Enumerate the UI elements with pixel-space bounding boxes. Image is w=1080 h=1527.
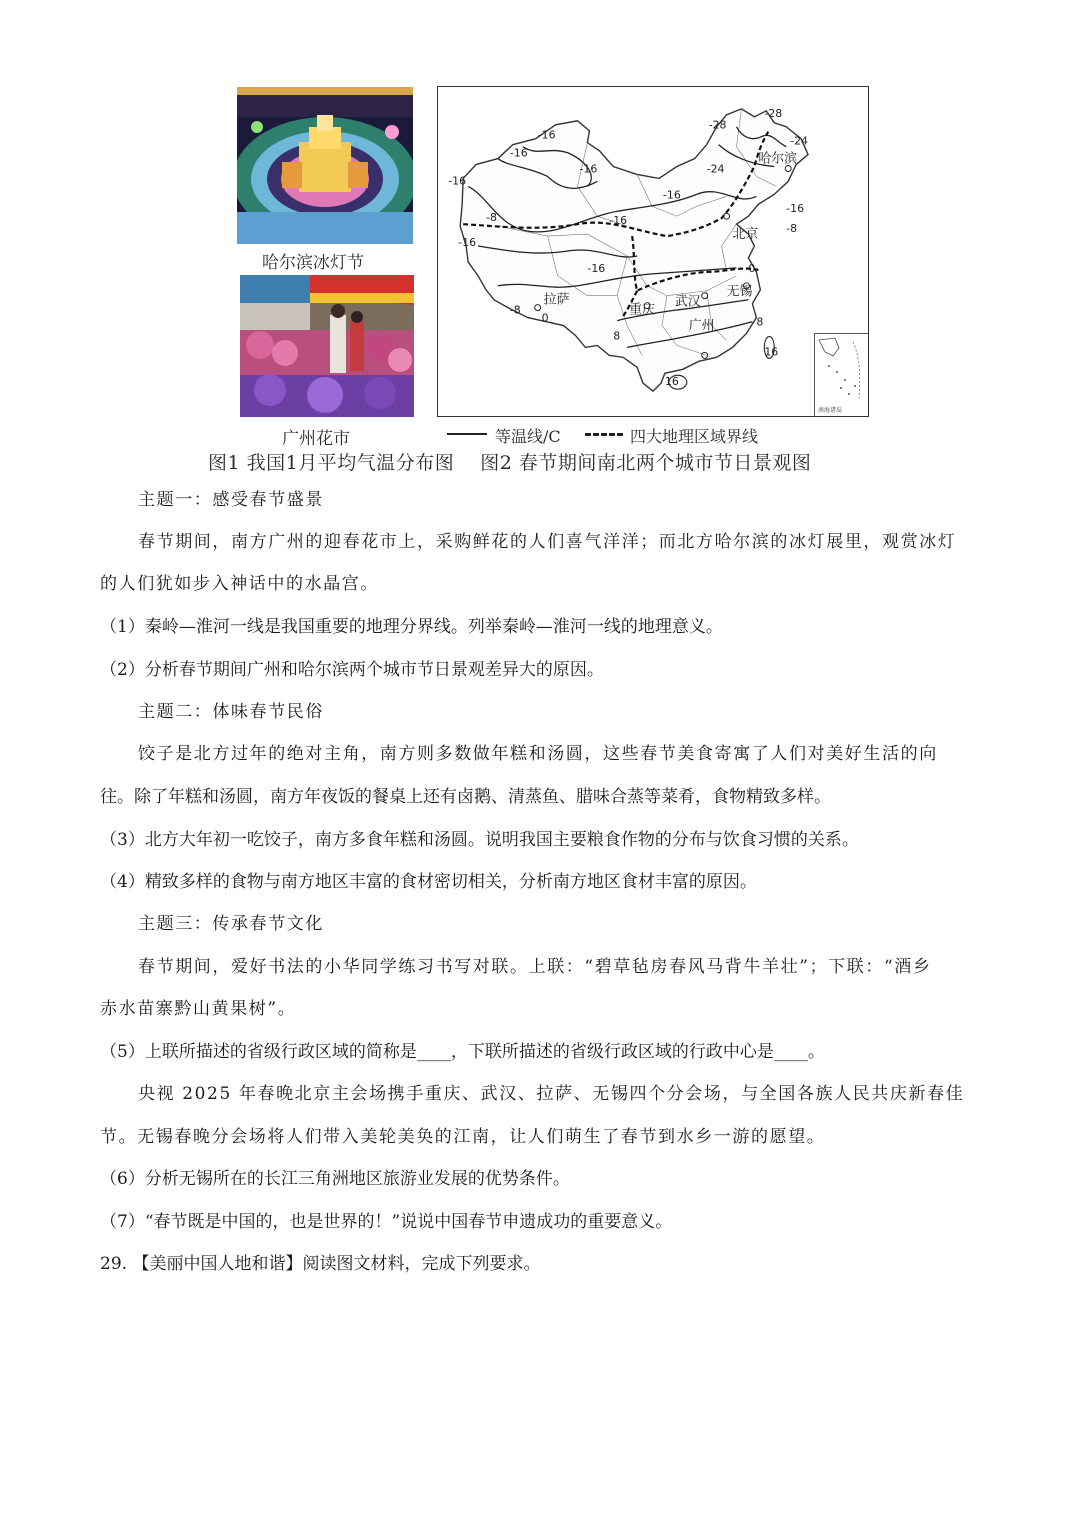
isotherm-value-label: -16	[609, 214, 628, 228]
isotherm-value-label: -28	[708, 118, 727, 132]
figure-captions	[208, 448, 811, 475]
theme2-paragraph-line1: 饺子是北方过年的绝对主角，南方则多数做年糕和汤圆，这些春节美食寄寓了人们对美好生活的向	[138, 744, 938, 764]
question-6: （6）分析无锡所在的长江三角洲地区旅游业发展的优势条件。	[100, 1169, 570, 1189]
isotherm-value-label: 16	[764, 345, 779, 359]
isotherm-value-label: -16	[458, 236, 477, 250]
isotherm-legend-swatch	[447, 433, 487, 435]
isotherm-value-label: -16	[662, 188, 681, 202]
isotherm-value-label: -16	[509, 146, 528, 160]
theme1-paragraph-line1: 春节期间，南方广州的迎春花市上，采购鲜花的人们喜气洋洋；而北方哈尔滨的冰灯展里，观赏冰灯	[138, 532, 957, 552]
isotherm-value-label: -8	[486, 211, 497, 225]
isotherm-value-label: -16	[579, 162, 598, 176]
isotherm-value-label: -8	[509, 303, 521, 317]
isotherm-value-label: 0	[541, 311, 549, 325]
theme3-paragraph1-line1: 春节期间，爱好书法的小华同学练习书写对联。上联：“碧草毡房春风马背牛羊壮”；下联：“酒乡	[138, 957, 932, 977]
theme1-title: 主题一：感受春节盛景	[138, 490, 324, 510]
theme2-paragraph-line2: 往。除了年糕和汤圆，南方年夜饭的餐桌上还有卤鹅、清蒸鱼、腊味合蒸等菜肴，食物精致多样。	[100, 787, 831, 807]
region-boundary-legend-label: 四大地理区域界线	[630, 427, 759, 446]
harbin-ice-lantern-photo	[237, 87, 413, 244]
question-7: （7）“春节既是中国的，也是世界的！”说说中国春节申遗成功的重要意义。	[100, 1212, 673, 1232]
harbin-photo-caption: 哈尔滨冰灯节	[262, 253, 364, 273]
isotherm-value-label: -24	[790, 134, 809, 148]
isotherm-value-label: -8	[786, 222, 798, 236]
guangzhou-flower-market-photo	[240, 275, 414, 417]
isotherm-value-label: -16	[448, 174, 467, 188]
city-label-wuxi: 无锡	[726, 284, 753, 300]
question-1: （1）秦岭—淮河一线是我国重要的地理分界线。列举秦岭—淮河一线的地理意义。	[100, 617, 723, 637]
region-boundary-legend-swatch	[585, 433, 623, 436]
theme2-title: 主题二：体味春节民俗	[138, 702, 324, 722]
city-label-lhasa: 拉萨	[543, 292, 570, 308]
fig2-caption: 图2 春节期间南北两个城市节日景观图	[480, 452, 812, 474]
china-january-temperature-map	[437, 86, 869, 417]
isotherm-value-label: -16	[587, 261, 606, 275]
isotherm-value-label: -16	[786, 202, 805, 216]
question-3: （3）北方大年初一吃饺子，南方多食年糕和汤圆。说明我国主要粮食作物的分布与饮食习惯的关系。	[100, 830, 859, 850]
isotherm-value-label: 8	[756, 315, 764, 329]
theme3-paragraph1-line2: 赤水苗寨黔山黄果树”。	[100, 999, 297, 1019]
isotherm-value-label: -24	[706, 162, 725, 176]
isotherm-legend-label: 等温线/C	[495, 427, 561, 446]
city-label-wuhan: 武汉	[674, 294, 701, 310]
south-china-sea-inset	[814, 333, 868, 416]
theme3-paragraph2-line1: 央视 2025 年春晚北京主会场携手重庆、武汉、拉萨、无锡四个分会场，与全国各族人民共庆新春佳	[138, 1084, 965, 1104]
theme3-title: 主题三：传承春节文化	[138, 914, 324, 934]
isotherm-value-label: -28	[764, 106, 783, 120]
city-label-harbin: 哈尔滨	[758, 151, 798, 167]
isotherm-value-label: 0	[748, 261, 756, 275]
city-label-beijing: 北京	[732, 227, 759, 243]
question-4: （4）精致多样的食物与南方地区丰富的食材密切相关，分析南方地区食材丰富的原因。	[100, 872, 757, 892]
isotherm-value-label: -16	[537, 128, 556, 142]
theme1-paragraph-line2: 的人们犹如步入神话中的水晶宫。	[100, 574, 379, 594]
question-29-heading: 29. 【美丽中国人地和谐】阅读图文材料，完成下列要求。	[100, 1254, 541, 1274]
svg-text:南海诸岛: 南海诸岛	[818, 407, 843, 414]
city-label-guangzhou: 广州	[688, 318, 715, 334]
question-5: （5）上联所描述的省级行政区域的简称是____，下联所描述的省级行政区域的行政中心是____。	[100, 1042, 825, 1062]
guangzhou-photo-caption: 广州花市	[282, 429, 350, 449]
theme3-paragraph2-line2: 节。无锡春晚分会场将人们带入美轮美奂的江南，让人们萌生了春节到水乡一游的愿望。	[100, 1127, 826, 1147]
city-label-chongqing: 重庆	[629, 302, 655, 318]
isotherm-value-label: 8	[613, 329, 621, 343]
isotherm-value-label: 16	[664, 375, 679, 389]
fig1-caption: 图1 我国1月平均气温分布图	[208, 452, 455, 474]
question-2: （2）分析春节期间广州和哈尔滨两个城市节日景观差异大的原因。	[100, 660, 604, 680]
